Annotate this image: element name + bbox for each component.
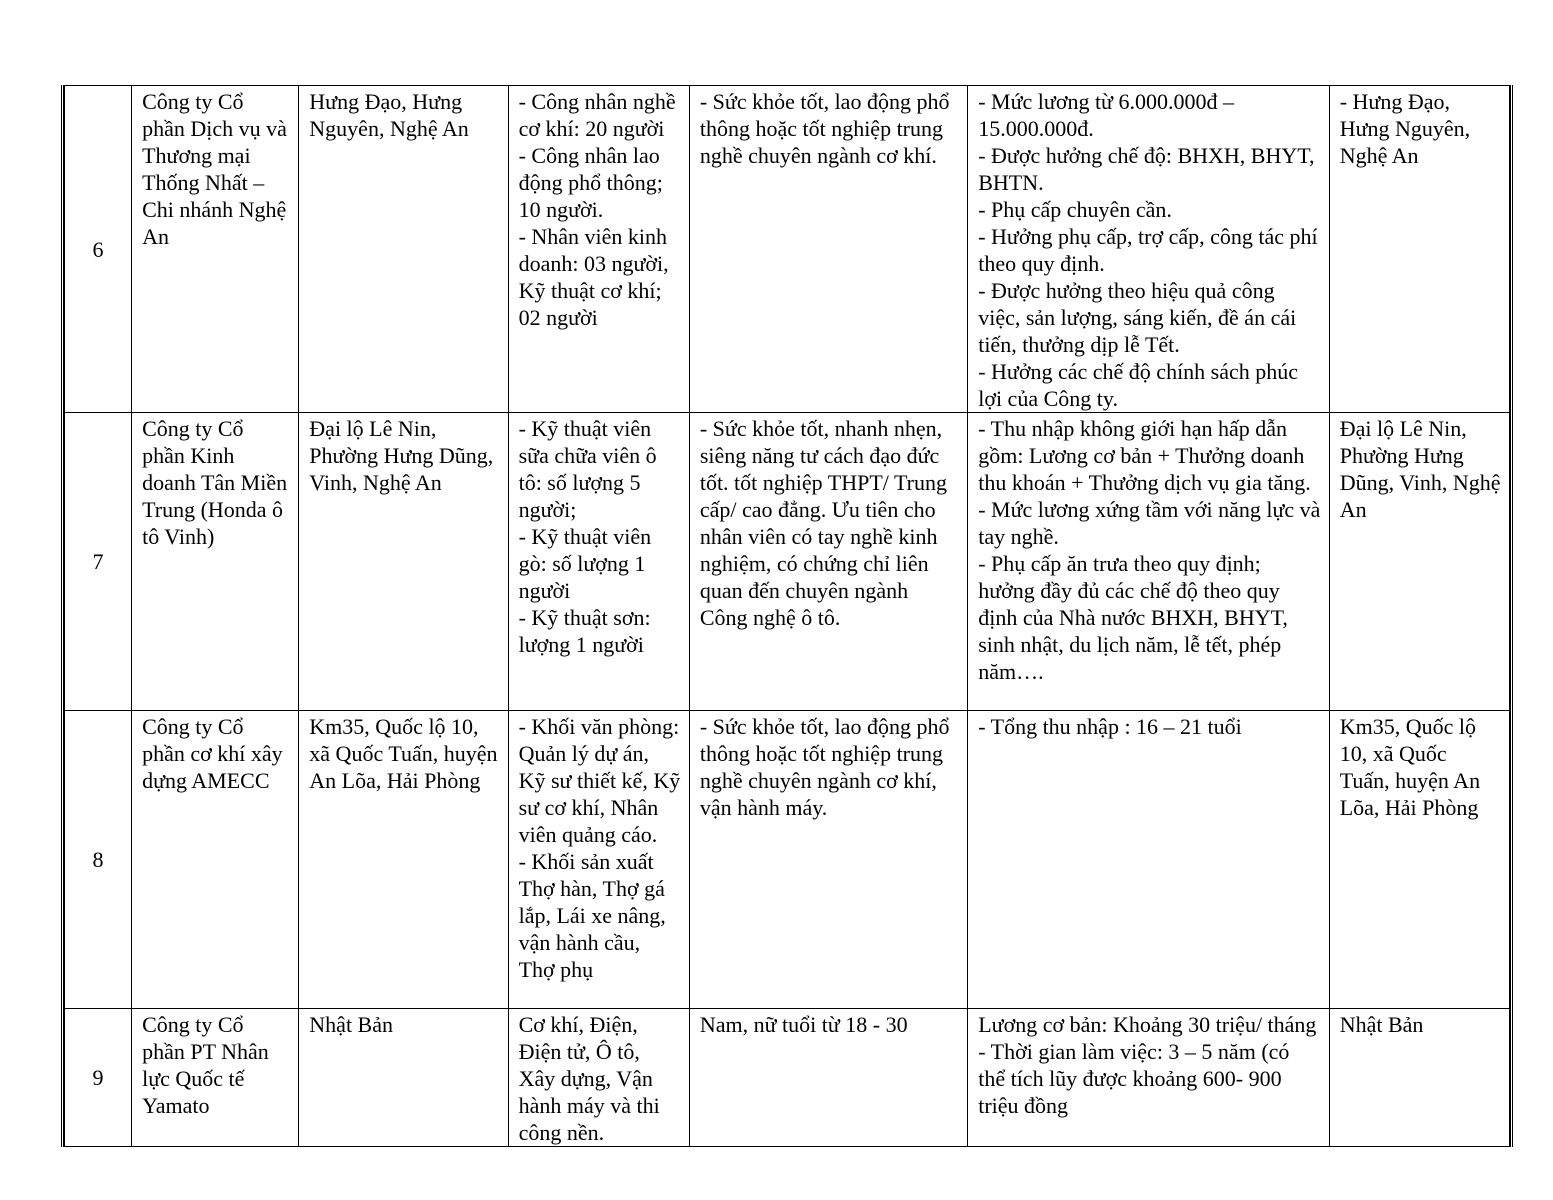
- company-address: Nhật Bản: [299, 1009, 508, 1147]
- job-requirements: Nam, nữ tuổi từ 18 - 30: [689, 1009, 967, 1147]
- company-address: Km35, Quốc lộ 10, xã Quốc Tuấn, huyện An Lõa, Hải Phòng: [299, 711, 508, 1009]
- row-number: 6: [65, 86, 132, 413]
- row-number: 8: [65, 711, 132, 1009]
- job-benefits: Lương cơ bản: Khoảng 30 triệu/ tháng - Thời gian làm việc: 3 – 5 năm (có thể tích lũy được khoảng 600- 900 triệu đồng: [968, 1009, 1330, 1147]
- job-requirements: - Sức khỏe tốt, nhanh nhẹn, siêng năng tư cách đạo đức tốt. tốt nghiệp THPT/ Trung cấp/ cao đẳng. Ưu tiên cho nhân viên có tay nghề kinh nghiệm, có chứng chỉ liên quan đến chuyên ngành Công nghệ ô tô.: [689, 413, 967, 711]
- company-address: Hưng Đạo, Hưng Nguyên, Nghệ An: [299, 86, 508, 413]
- table-row: [65, 1009, 1510, 1147]
- job-positions: - Khối văn phòng: Quản lý dự án, Kỹ sư thiết kế, Kỹ sư cơ khí, Nhân viên quảng cáo. - Khối sản xuất Thợ hàn, Thợ gá lắp, Lái xe nâng, vận hành cầu, Thợ phụ: [508, 711, 689, 1009]
- row-number: 7: [65, 413, 132, 711]
- job-requirements: - Sức khỏe tốt, lao động phổ thông hoặc tốt nghiệp trung nghề chuyên ngành cơ khí.: [689, 86, 967, 413]
- table-row: [65, 711, 1510, 1009]
- job-positions: - Kỹ thuật viên sữa chữa viên ô tô: số lượng 5 người; - Kỹ thuật viên gò: số lượng 1 người - Kỹ thuật sơn: lượng 1 người: [508, 413, 689, 711]
- job-positions: - Công nhân nghề cơ khí: 20 người - Công nhân lao động phổ thông; 10 người. - Nhân viên kinh doanh: 03 người, Kỹ thuật cơ khí; 02 người: [508, 86, 689, 413]
- row-number: 9: [65, 1009, 132, 1147]
- company-name: Công ty Cổ phần PT Nhân lực Quốc tế Yamato: [132, 1009, 299, 1147]
- workplace: Km35, Quốc lộ 10, xã Quốc Tuấn, huyện An Lõa, Hải Phòng: [1329, 711, 1509, 1009]
- company-name: Công ty Cổ phần Dịch vụ và Thương mại Thống Nhất – Chi nhánh Nghệ An: [132, 86, 299, 413]
- workplace: - Hưng Đạo, Hưng Nguyên, Nghệ An: [1329, 86, 1509, 413]
- table-row: [65, 413, 1510, 711]
- workplace: Đại lộ Lê Nin, Phường Hưng Dũng, Vinh, Nghệ An: [1329, 413, 1509, 711]
- job-positions: Cơ khí, Điện, Điện tử, Ô tô, Xây dựng, Vận hành máy và thi công nền.: [508, 1009, 689, 1147]
- job-benefits: - Tổng thu nhập : 16 – 21 tuổi: [968, 711, 1330, 1009]
- workplace: Nhật Bản: [1329, 1009, 1509, 1147]
- company-name: Công ty Cổ phần cơ khí xây dựng AMECC: [132, 711, 299, 1009]
- company-name: Công ty Cổ phần Kinh doanh Tân Miền Trung (Honda ô tô Vinh): [132, 413, 299, 711]
- recruitment-table: [64, 85, 1510, 1147]
- job-benefits: - Mức lương từ 6.000.000đ – 15.000.000đ. - Được hưởng chế độ: BHXH, BHYT, BHTN. - Phụ cấp chuyên cần. - Hưởng phụ cấp, trợ cấp, công tác phí theo quy định. - Được hưởng theo hiệu quả công việc, sản lượng, sáng kiến, đề án cái tiến, thưởng dịp lễ Tết. - Hưởng các chế độ chính sách phúc lợi của Công ty.: [968, 86, 1330, 413]
- job-requirements: - Sức khỏe tốt, lao động phổ thông hoặc tốt nghiệp trung nghề chuyên ngành cơ khí, vận hành máy.: [689, 711, 967, 1009]
- job-benefits: - Thu nhập không giới hạn hấp dẫn gồm: Lương cơ bản + Thưởng doanh thu khoán + Thưởng dịch vụ gia tăng. - Mức lương xứng tầm với năng lực và tay nghề. - Phụ cấp ăn trưa theo quy định; hưởng đầy đủ các chế độ theo quy định của Nhà nước BHXH, BHYT, sinh nhật, du lịch năm, lễ tết, phép năm….: [968, 413, 1330, 711]
- table-row: [65, 86, 1510, 413]
- company-address: Đại lộ Lê Nin, Phường Hưng Dũng, Vinh, Nghệ An: [299, 413, 508, 711]
- document-page: [61, 85, 1513, 1147]
